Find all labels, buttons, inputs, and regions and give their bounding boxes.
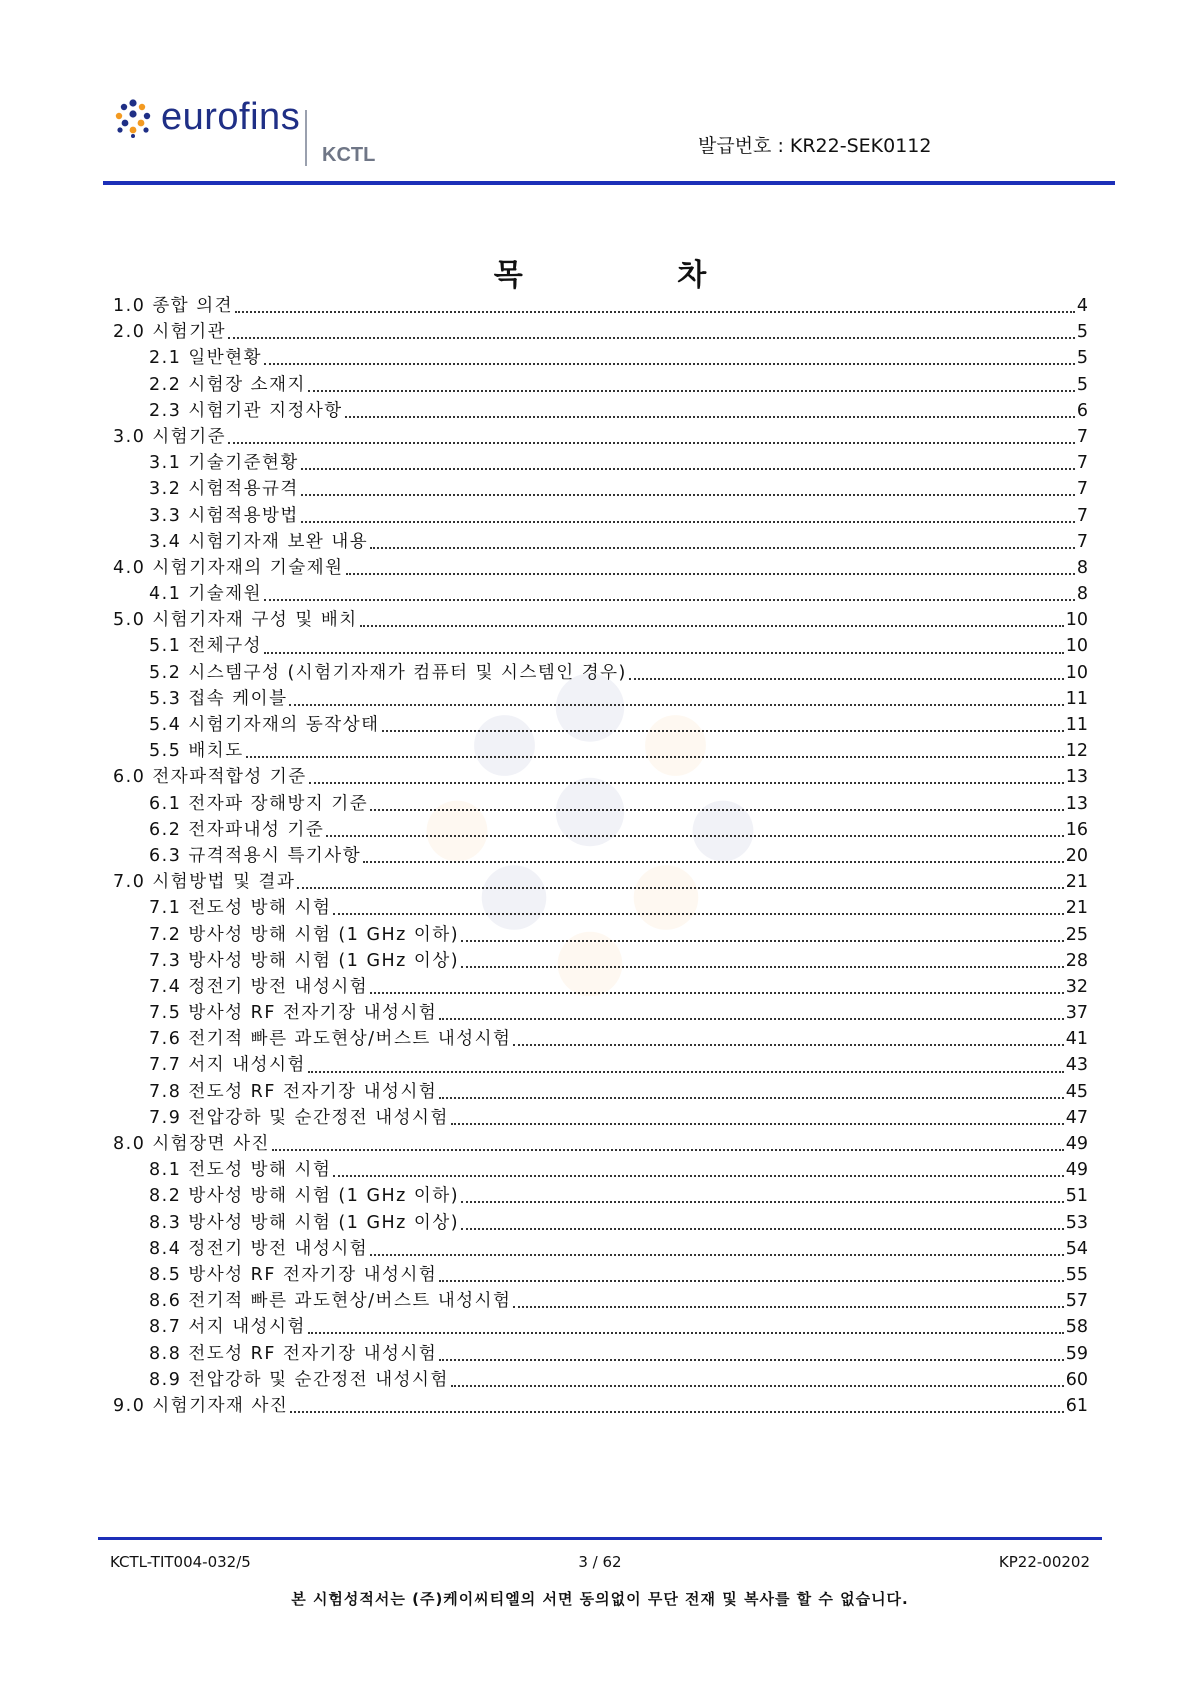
toc-entry-page: 10 xyxy=(1065,662,1088,683)
toc-entry[interactable] xyxy=(113,1104,1088,1130)
toc-entry-page: 5 xyxy=(1076,322,1088,343)
toc-dot-leader xyxy=(333,1171,1063,1177)
toc-entry-page: 37 xyxy=(1065,1003,1088,1024)
toc-dot-leader xyxy=(264,648,1064,654)
toc-entry-page: 4 xyxy=(1076,296,1088,316)
toc-entry-page: 59 xyxy=(1065,1343,1088,1364)
toc-entry-label: 2.1 일반현황 xyxy=(149,348,263,369)
toc-entry-label: 8.8 전도성 RF 전자기장 내성시험 xyxy=(149,1343,438,1364)
toc-entry-page: 49 xyxy=(1065,1160,1088,1181)
footer-notice: 본 시험성적서는 (주)케이씨티엘의 서면 동의없이 무단 전재 및 복사를 할 수 없습니다. xyxy=(291,1590,909,1608)
toc-entry-page: 21 xyxy=(1065,898,1088,919)
toc-entry-page: 53 xyxy=(1065,1212,1088,1233)
toc-entry-page: 10 xyxy=(1065,636,1088,657)
toc-entry-label: 7.1 전도성 방해 시험 xyxy=(149,898,332,919)
toc-entry-page: 57 xyxy=(1065,1291,1088,1312)
toc-dot-leader xyxy=(289,700,1063,706)
toc-entry-page: 47 xyxy=(1065,1107,1088,1128)
toc-entry-page: 7 xyxy=(1076,505,1088,526)
toc-entry-label: 6.2 전자파내성 기준 xyxy=(149,819,325,840)
toc-entry[interactable] xyxy=(113,816,1088,842)
toc-entry-label: 6.0 전자파적합성 기준 xyxy=(113,767,307,788)
toc-dot-leader xyxy=(370,1250,1064,1256)
toc-entry-page: 11 xyxy=(1065,688,1088,709)
toc-entry-label: 4.0 시험기자재의 기술제원 xyxy=(113,557,344,578)
toc-dot-leader xyxy=(308,1328,1064,1334)
toc-entry[interactable] xyxy=(113,423,1088,449)
toc-entry-label: 5.3 접속 케이블 xyxy=(149,688,288,709)
toc-dot-leader xyxy=(309,778,1064,784)
toc-dot-leader xyxy=(290,1407,1063,1413)
toc-entry-label: 5.0 시험기자재 구성 및 배치 xyxy=(113,610,358,631)
toc-entry-label: 6.1 전자파 장해방지 기준 xyxy=(149,793,369,814)
toc-entry-label: 7.8 전도성 RF 전자기장 내성시험 xyxy=(149,1081,438,1102)
toc-entry-label: 7.0 시험방법 및 결과 xyxy=(113,872,296,893)
toc-entry-label: 5.5 배치도 xyxy=(149,741,244,762)
toc-entry[interactable] xyxy=(113,292,1088,318)
toc-entry[interactable] xyxy=(113,554,1088,580)
page-header xyxy=(0,0,1200,190)
toc-dot-leader xyxy=(264,595,1075,601)
toc-entry-page: 21 xyxy=(1065,872,1088,893)
toc-entry[interactable] xyxy=(113,868,1088,894)
toc-entry-page: 7 xyxy=(1076,453,1088,474)
toc-entry-page: 54 xyxy=(1065,1238,1088,1259)
toc-entry[interactable] xyxy=(113,737,1088,763)
toc-entry-label: 2.3 시험기관 지정사항 xyxy=(149,400,343,421)
toc-entry-page: 41 xyxy=(1065,1029,1088,1050)
toc-entry-page: 60 xyxy=(1065,1369,1088,1390)
header-rule xyxy=(103,181,1115,185)
toc-entry-label: 5.1 전체구성 xyxy=(149,636,263,657)
toc-entry[interactable] xyxy=(113,1366,1088,1392)
toc-dot-leader xyxy=(461,936,1064,942)
toc-dot-leader xyxy=(333,909,1063,915)
toc-entry[interactable] xyxy=(113,947,1088,973)
toc-entry[interactable] xyxy=(113,1182,1088,1208)
toc-dot-leader xyxy=(370,988,1064,994)
toc-entry[interactable] xyxy=(113,921,1088,947)
toc-entry-page: 45 xyxy=(1065,1081,1088,1102)
toc-entry-page: 7 xyxy=(1076,479,1088,500)
toc-entry-label: 8.2 방사성 방해 시험 (1 GHz 이하) xyxy=(149,1186,460,1207)
toc-dot-leader xyxy=(382,726,1064,732)
toc-dot-leader xyxy=(363,857,1064,863)
toc-dot-leader xyxy=(461,1224,1064,1230)
toc-entry-page: 11 xyxy=(1065,715,1088,735)
toc-entry[interactable] xyxy=(113,1051,1088,1077)
toc-entry[interactable] xyxy=(113,502,1088,528)
toc-dot-leader xyxy=(264,359,1075,365)
toc-entry[interactable] xyxy=(113,1209,1088,1235)
toc-dot-leader xyxy=(272,1145,1064,1151)
toc-entry[interactable] xyxy=(113,1340,1088,1366)
toc-dot-leader xyxy=(461,1197,1064,1203)
toc-dot-leader xyxy=(360,621,1064,627)
toc-dot-leader xyxy=(629,674,1064,680)
toc-entry[interactable] xyxy=(113,790,1088,816)
toc-entry-page: 13 xyxy=(1065,793,1088,814)
toc-entry-label: 9.0 시험기자재 사진 xyxy=(113,1395,289,1416)
toc-entry[interactable] xyxy=(113,973,1088,999)
toc-entry-page: 7 xyxy=(1076,426,1088,447)
toc-entry-page: 8 xyxy=(1076,584,1088,605)
toc-title: 목 차 xyxy=(493,258,779,293)
toc-entry[interactable] xyxy=(113,528,1088,554)
toc-dot-leader xyxy=(235,307,1075,313)
toc-dot-leader xyxy=(297,883,1063,889)
toc-entry[interactable] xyxy=(113,580,1088,606)
toc-dot-leader xyxy=(345,412,1075,418)
toc-entry-page: 28 xyxy=(1065,950,1088,971)
toc-dot-leader xyxy=(439,1014,1063,1020)
toc-entry-page: 20 xyxy=(1065,845,1088,866)
toc-entry-label: 7.9 전압강하 및 순간정전 내성시험 xyxy=(149,1107,449,1128)
toc-entry-label: 2.2 시험장 소재지 xyxy=(149,374,306,395)
toc-entry-page: 25 xyxy=(1065,924,1088,945)
toc-entry-label: 3.4 시험기자재 보완 내용 xyxy=(149,531,369,552)
toc-entry-label: 8.9 전압강하 및 순간정전 내성시험 xyxy=(149,1369,449,1390)
toc-dot-leader xyxy=(308,1067,1064,1073)
toc-entry[interactable] xyxy=(113,1156,1088,1182)
issue-number: 발급번호 : KR22-SEK0112 xyxy=(698,135,932,157)
toc-entry-label: 8.4 정전기 방전 내성시험 xyxy=(149,1238,369,1259)
logo-text: eurofins xyxy=(161,96,301,138)
toc-dot-leader xyxy=(370,805,1064,811)
toc-entry-page: 5 xyxy=(1076,348,1088,369)
toc-dot-leader xyxy=(439,1355,1063,1361)
toc-dot-leader xyxy=(301,490,1075,496)
toc-entry-page: 8 xyxy=(1076,557,1088,578)
toc-entry[interactable] xyxy=(113,842,1088,868)
toc-dot-leader xyxy=(326,831,1063,837)
toc-entry-label: 7.4 정전기 방전 내성시험 xyxy=(149,976,369,997)
toc-dot-leader xyxy=(439,1093,1063,1099)
toc-entry[interactable] xyxy=(113,685,1088,711)
toc-entry-label: 8.7 서지 내성시험 xyxy=(149,1317,306,1338)
eurofins-logo xyxy=(113,96,300,139)
toc-dot-leader xyxy=(246,752,1064,758)
toc-entry[interactable] xyxy=(113,371,1088,397)
toc-entry-label: 3.0 시험기준 xyxy=(113,426,227,447)
toc-entry[interactable] xyxy=(113,449,1088,475)
toc-dot-leader xyxy=(301,464,1075,470)
toc-dot-leader xyxy=(308,386,1075,392)
toc-entry[interactable] xyxy=(113,763,1088,789)
toc-dot-leader xyxy=(451,1119,1064,1125)
toc-entry-page: 43 xyxy=(1065,1055,1088,1076)
toc-entry-page: 32 xyxy=(1065,976,1088,997)
toc-entry[interactable] xyxy=(113,1235,1088,1261)
toc-dot-leader xyxy=(451,1381,1064,1387)
toc-entry-label: 7.5 방사성 RF 전자기장 내성시험 xyxy=(149,1003,438,1024)
toc-entry-label: 3.1 기술기준현황 xyxy=(149,453,299,474)
eurofins-dots-icon xyxy=(113,98,153,138)
toc-entry-page: 58 xyxy=(1065,1317,1088,1338)
toc-entry-label: 8.1 전도성 방해 시험 xyxy=(149,1160,332,1181)
toc-entry-page: 61 xyxy=(1065,1395,1088,1416)
toc-dot-leader xyxy=(301,517,1075,523)
toc-entry[interactable] xyxy=(113,659,1088,685)
toc-entry-label: 2.0 시험기관 xyxy=(113,322,227,343)
toc-dot-leader xyxy=(513,1302,1063,1308)
footer-page-indicator: 3 / 62 xyxy=(578,1553,622,1571)
toc-entry[interactable] xyxy=(113,1313,1088,1339)
toc-entry[interactable] xyxy=(113,1287,1088,1313)
toc-entry-label: 8.6 전기적 빠른 과도현상/버스트 내성시험 xyxy=(149,1291,512,1312)
toc-entry-label: 8.0 시험장면 사진 xyxy=(113,1134,270,1154)
toc-entry[interactable] xyxy=(113,606,1088,632)
toc-entry-label: 5.4 시험기자재의 동작상태 xyxy=(149,715,380,735)
logo-divider xyxy=(305,110,307,166)
toc-dot-leader xyxy=(513,1040,1063,1046)
toc-entry-label: 7.2 방사성 방해 시험 (1 GHz 이하) xyxy=(149,924,460,945)
toc-dot-leader xyxy=(228,333,1075,339)
footer-ref-code: KP22-00202 xyxy=(998,1553,1090,1571)
toc-entry-page: 49 xyxy=(1065,1134,1088,1154)
toc-entry[interactable] xyxy=(113,1130,1088,1156)
toc-entry-label: 6.3 규격적용시 특기사항 xyxy=(149,845,362,866)
toc-entry-page: 12 xyxy=(1065,741,1088,762)
toc-entry[interactable] xyxy=(113,1392,1088,1418)
toc-entry[interactable] xyxy=(113,999,1088,1025)
table-of-contents xyxy=(113,292,1088,1418)
toc-entry-page: 13 xyxy=(1065,767,1088,788)
toc-entry-label: 8.5 방사성 RF 전자기장 내성시험 xyxy=(149,1264,438,1285)
toc-entry-label: 7.7 서지 내성시험 xyxy=(149,1055,306,1076)
toc-entry-label: 8.3 방사성 방해 시험 (1 GHz 이상) xyxy=(149,1212,460,1233)
toc-entry[interactable] xyxy=(113,1078,1088,1104)
toc-entry-page: 6 xyxy=(1076,400,1088,421)
toc-dot-leader xyxy=(439,1276,1063,1282)
toc-entry-page: 51 xyxy=(1065,1186,1088,1207)
toc-entry[interactable] xyxy=(113,894,1088,920)
toc-entry-label: 5.2 시스템구성 (시험기자재가 컴퓨터 및 시스템인 경우) xyxy=(149,662,627,683)
toc-entry-label: 1.0 종합 의견 xyxy=(113,296,234,316)
toc-entry-page: 55 xyxy=(1065,1264,1088,1285)
toc-entry[interactable] xyxy=(113,711,1088,737)
footer-doc-code: KCTL-TIT004-032/5 xyxy=(110,1553,251,1571)
toc-dot-leader xyxy=(228,438,1075,444)
toc-entry[interactable] xyxy=(113,1261,1088,1287)
toc-entry[interactable] xyxy=(113,475,1088,501)
toc-entry-label: 7.6 전기적 빠른 과도현상/버스트 내성시험 xyxy=(149,1029,512,1050)
toc-entry-page: 7 xyxy=(1076,531,1088,552)
toc-dot-leader xyxy=(370,543,1075,549)
toc-entry-page: 10 xyxy=(1065,610,1088,631)
toc-entry[interactable] xyxy=(113,1025,1088,1051)
toc-entry-page: 16 xyxy=(1065,819,1088,840)
toc-entry[interactable] xyxy=(113,397,1088,423)
toc-entry-page: 5 xyxy=(1076,374,1088,395)
logo-sub-text: KCTL xyxy=(322,144,376,166)
toc-entry-label: 3.3 시험적용방법 xyxy=(149,505,299,526)
toc-entry-label: 4.1 기술제원 xyxy=(149,584,263,605)
toc-entry[interactable] xyxy=(113,632,1088,658)
toc-entry[interactable] xyxy=(113,344,1088,370)
toc-dot-leader xyxy=(346,569,1075,575)
toc-dot-leader xyxy=(461,962,1064,968)
toc-entry[interactable] xyxy=(113,318,1088,344)
footer-rule xyxy=(98,1537,1102,1540)
toc-entry-label: 3.2 시험적용규격 xyxy=(149,479,299,500)
toc-entry-label: 7.3 방사성 방해 시험 (1 GHz 이상) xyxy=(149,950,460,971)
